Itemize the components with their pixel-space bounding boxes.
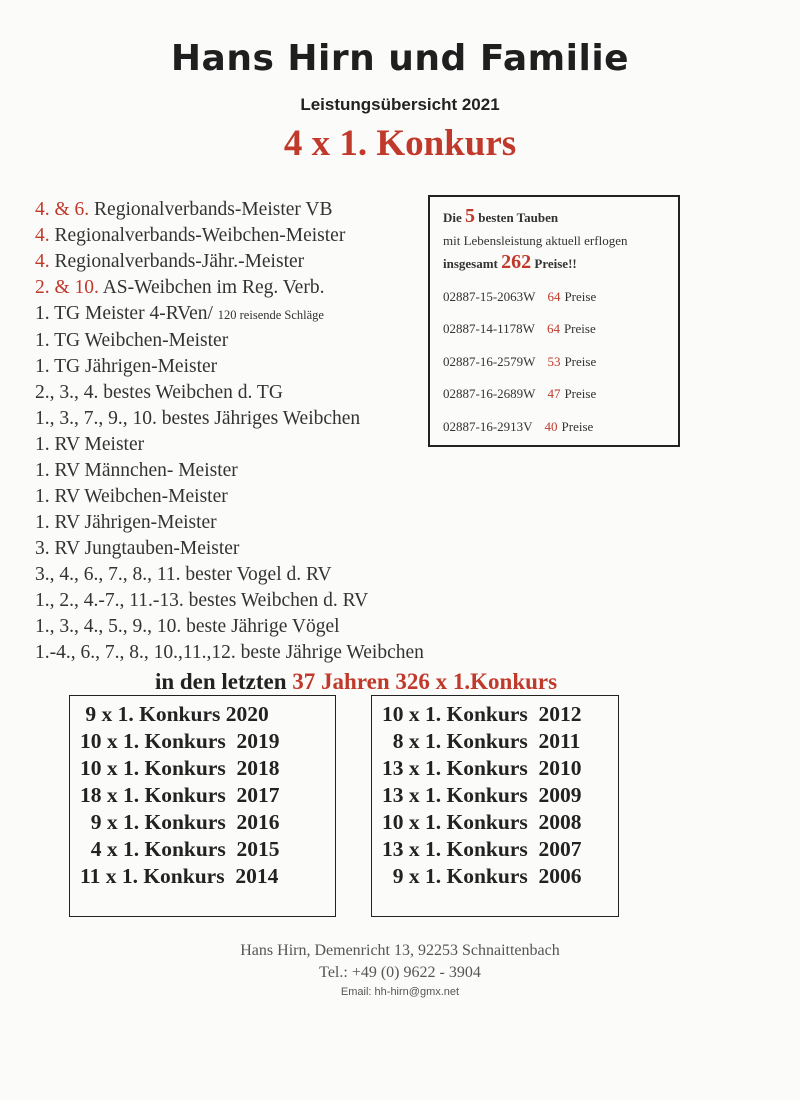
konkurs-year-row: 10 x 1. Konkurs 2018 (80, 756, 280, 780)
page-title: Hans Hirn und Familie (170, 38, 630, 79)
achievement-text: 3. RV Jungtauben-Meister (35, 538, 240, 559)
years-box-right (371, 695, 619, 917)
achievement-text: 1. RV Jährigen-Meister (35, 512, 217, 533)
achievement-item (35, 640, 424, 666)
pigeon-row (443, 419, 593, 435)
achievement-rank: 4. (35, 225, 50, 246)
pigeon-row (443, 321, 596, 337)
pigeon-prize-label: Preise (564, 386, 597, 401)
achievement-item (35, 510, 424, 536)
summary-line: in den letzten 37 Jahren 326 x 1.Konkurs (154, 669, 558, 694)
konkurs-year-row: 10 x 1. Konkurs 2012 (382, 702, 582, 726)
konkurs-year-row: 8 x 1. Konkurs 2011 (382, 729, 581, 753)
pigeon-prize-label: Preise (563, 321, 596, 336)
achievement-item (35, 562, 424, 588)
pigeon-ring: 02887-16-2689W (443, 386, 536, 401)
best-pigeons-total: insgesamt 262 Preise!! (443, 251, 577, 273)
konkurs-year-row: 10 x 1. Konkurs 2019 (80, 729, 280, 753)
years-box-left (69, 695, 336, 917)
achievement-item (35, 614, 424, 640)
achievement-rank: 4. & 6. (35, 199, 90, 220)
achievement-item (35, 275, 424, 301)
pigeon-ring: 02887-16-2913V (443, 419, 533, 434)
konkurs-year-row: 9 x 1. Konkurs 2006 (382, 864, 582, 888)
achievement-text: 3., 4., 6., 7., 8., 11. bester Vogel d. RV (35, 564, 332, 585)
pigeon-prize-count: 53 (547, 354, 561, 369)
achievement-item (35, 458, 424, 484)
pigeon-prize-label: Preise (564, 354, 597, 369)
achievement-item (35, 432, 424, 458)
headline: 4 x 1. Konkurs (283, 123, 517, 164)
achievement-text: 1. TG Jährigen-Meister (35, 356, 218, 377)
pigeon-prize-count: 40 (544, 419, 558, 434)
pigeon-prize-count: 47 (547, 386, 561, 401)
achievement-text: 1. RV Männchen- Meister (35, 460, 238, 481)
achievement-text: 1.-4., 6., 7., 8., 10.,11.,12. beste Jährige Weibchen (35, 642, 424, 663)
achievement-item (35, 249, 424, 275)
konkurs-year-row: 4 x 1. Konkurs 2015 (80, 837, 280, 861)
konkurs-year-row: 9 x 1. Konkurs 2020 (80, 702, 269, 726)
achievement-item (35, 301, 424, 328)
achievement-text: 1. TG Meister 4-RVen/ (35, 303, 218, 324)
pigeon-ring: 02887-14-1178W (443, 321, 535, 336)
konkurs-year-row: 18 x 1. Konkurs 2017 (80, 783, 280, 807)
pigeon-prize-label: Preise (561, 419, 594, 434)
pigeon-ring: 02887-16-2579W (443, 354, 536, 369)
konkurs-year-row: 13 x 1. Konkurs 2010 (382, 756, 582, 780)
pigeon-row (443, 289, 596, 305)
konkurs-year-row: 10 x 1. Konkurs 2008 (382, 810, 582, 834)
achievement-item (35, 223, 424, 249)
achievement-text: Regionalverbands-Meister VB (89, 199, 333, 220)
achievement-item (35, 588, 424, 614)
pigeon-prize-count: 64 (546, 321, 560, 336)
best-pigeons-subheading: mit Lebensleistung aktuell erflogen (443, 233, 628, 248)
konkurs-year-row: 9 x 1. Konkurs 2016 (80, 810, 280, 834)
achievement-text: 1. TG Weibchen-Meister (35, 330, 229, 351)
footer-email: Email: hh-hirn@gmx.net (340, 986, 460, 998)
achievement-text: 1., 2., 4.-7., 11.-13. bestes Weibchen d. RV (35, 590, 369, 611)
footer-address: Hans Hirn, Demenricht 13, 92253 Schnaittenbach (240, 942, 560, 959)
achievement-text: 1. RV Meister (35, 434, 145, 455)
achievement-rank: 2. & 10. (35, 277, 99, 298)
achievement-rank: 4. (35, 251, 50, 272)
konkurs-year-row: 13 x 1. Konkurs 2009 (382, 783, 582, 807)
achievement-text: Regionalverbands-Weibchen-Meister (49, 225, 346, 246)
achievement-item (35, 197, 424, 223)
pigeon-prize-label: Preise (564, 289, 597, 304)
achievement-text: Regionalverbands-Jähr.-Meister (49, 251, 305, 272)
achievement-text: 1., 3., 7., 9., 10. bestes Jähriges Weibchen (35, 408, 361, 429)
achievement-text: 2., 3., 4. bestes Weibchen d. TG (35, 382, 283, 403)
best-pigeons-box (428, 195, 680, 447)
achievement-item (35, 328, 424, 354)
konkurs-year-row: 11 x 1. Konkurs 2014 (80, 864, 279, 888)
achievement-item (35, 484, 424, 510)
konkurs-year-row: 13 x 1. Konkurs 2007 (382, 837, 582, 861)
pigeon-prize-count: 64 (547, 289, 561, 304)
achievements-list (35, 197, 424, 666)
achievement-item (35, 354, 424, 380)
pigeon-row (443, 354, 596, 370)
achievement-item (35, 380, 424, 406)
page-subtitle: Leistungsübersicht 2021 (300, 95, 500, 114)
best-pigeons-heading: Die 5 besten Tauben (443, 205, 559, 227)
achievement-item (35, 536, 424, 562)
achievement-text: AS-Weibchen im Reg. Verb. (98, 277, 325, 298)
footer-phone: Tel.: +49 (0) 9622 - 3904 (319, 964, 481, 981)
pigeon-ring: 02887-15-2063W (443, 289, 536, 304)
achievement-text: 1., 3., 4., 5., 9., 10. beste Jährige Vögel (35, 616, 340, 637)
achievement-note: 120 reisende Schläge (217, 308, 324, 322)
achievement-item (35, 406, 424, 432)
achievement-text: 1. RV Weibchen-Meister (35, 486, 228, 507)
pigeon-row (443, 386, 596, 402)
